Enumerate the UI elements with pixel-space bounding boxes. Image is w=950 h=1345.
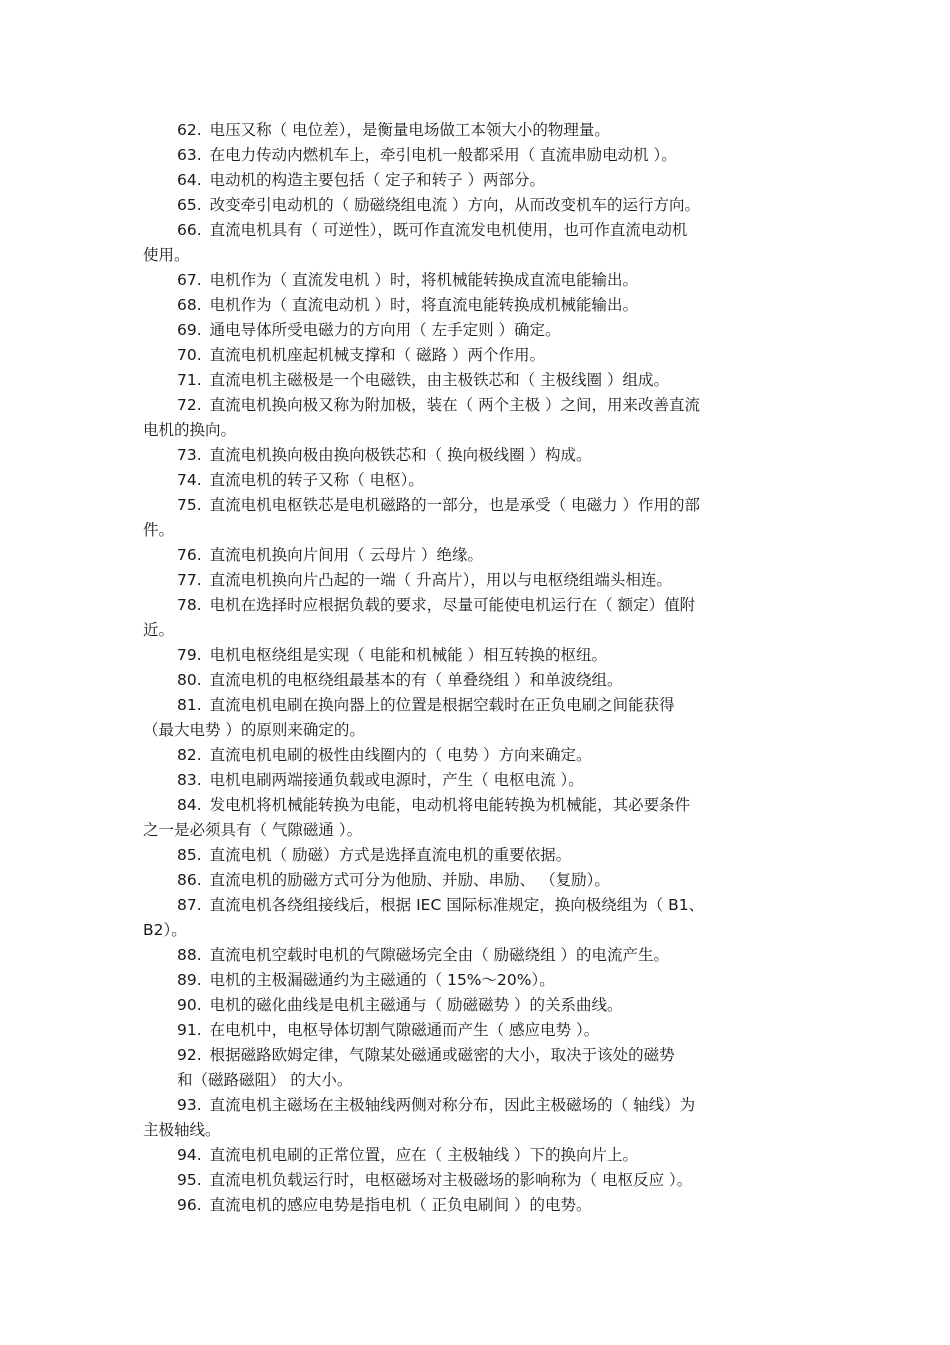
item-text: 直流电机电刷的正常位置，应在（ 主极轴线 ）下的换向片上。: [209, 1146, 639, 1164]
list-item: [143, 793, 813, 843]
item-number: 96.: [177, 1196, 202, 1214]
item-text: 直流电机主磁极是一个电磁铁，由主极铁芯和（ 主极线圈 ）组成。: [209, 371, 670, 389]
item-first-line: [143, 1143, 813, 1168]
list-item: [143, 393, 813, 443]
item-number: 85.: [177, 846, 202, 864]
item-text: 通电导体所受电磁力的方向用（ 左手定则 ）确定。: [209, 321, 561, 339]
item-first-line: [143, 268, 813, 293]
item-continuation-line: 件。: [143, 521, 175, 539]
item-number: 69.: [177, 321, 202, 339]
item-number: 92.: [177, 1046, 202, 1064]
question-list: [143, 118, 813, 1218]
item-first-line: [143, 1018, 813, 1043]
list-item: [143, 693, 813, 743]
list-item: [143, 368, 813, 393]
list-item: [143, 1043, 813, 1093]
list-item: [143, 468, 813, 493]
item-number: 95.: [177, 1171, 202, 1189]
item-first-line: [143, 593, 813, 618]
item-first-line: [143, 968, 813, 993]
item-text: 电机作为（ 直流电动机 ）时，将直流电能转换成机械能输出。: [209, 296, 639, 314]
list-item: [143, 1143, 813, 1168]
item-text: 直流电机换向片间用（ 云母片 ）绝缘。: [209, 546, 484, 564]
item-text: 电压又称（ 电位差），是衡量电场做工本领大小的物理量。: [209, 121, 610, 139]
item-text: 电机电刷两端接通负载或电源时，产生（ 电枢电流 ）。: [209, 771, 584, 789]
item-first-line: [143, 643, 813, 668]
list-item: [143, 643, 813, 668]
item-text: 电机在选择时应根据负载的要求，尽量可能使电机运行在（ 额定）值附: [209, 596, 696, 614]
item-number: 67.: [177, 271, 202, 289]
item-text: 直流电机负载运行时，电枢磁场对主极磁场的影响称为（ 电枢反应 ）。: [209, 1171, 693, 1189]
item-number: 89.: [177, 971, 202, 989]
list-item: [143, 893, 813, 943]
item-number: 73.: [177, 446, 202, 464]
item-first-line: [143, 1193, 813, 1218]
list-item: [143, 268, 813, 293]
item-continuation-line: 和（磁路磁阻） 的大小。: [177, 1071, 353, 1089]
item-text: 改变牵引电动机的（ 励磁绕组电流 ）方向，从而改变机车的运行方向。: [209, 196, 701, 214]
item-first-line: [143, 343, 813, 368]
item-text: 直流电机（ 励磁）方式是选择直流电机的重要依据。: [209, 846, 572, 864]
item-text: 直流电机空载时电机的气隙磁场完全由（ 励磁绕组 ）的电流产生。: [209, 946, 670, 964]
item-text: 直流电机的转子又称（ 电枢）。: [209, 471, 424, 489]
item-number: 72.: [177, 396, 202, 414]
item-text: 直流电机的电枢绕组最基本的有（ 单叠绕组 ）和单波绕组。: [209, 671, 623, 689]
item-first-line: [143, 543, 813, 568]
item-number: 74.: [177, 471, 202, 489]
item-text: 根据磁路欧姆定律，气隙某处磁通或磁密的大小，取决于该处的磁势: [209, 1046, 675, 1064]
item-number: 68.: [177, 296, 202, 314]
item-continuation-line: （最大电势 ）的原则来确定的。: [143, 721, 365, 739]
item-first-line: [143, 743, 813, 768]
item-number: 87.: [177, 896, 202, 914]
list-item: [143, 768, 813, 793]
item-first-line: [143, 368, 813, 393]
list-item: [143, 493, 813, 543]
list-item: [143, 968, 813, 993]
item-first-line: [143, 168, 813, 193]
list-item: [143, 168, 813, 193]
list-item: [143, 593, 813, 643]
item-text: 直流电机各绕组接线后，根据 IEC 国际标准规定，换向极绕组为（ B1、: [209, 896, 705, 914]
item-first-line: [143, 893, 813, 918]
list-item: [143, 443, 813, 468]
item-number: 75.: [177, 496, 202, 514]
item-first-line: [143, 668, 813, 693]
list-item: [143, 343, 813, 368]
list-item: [143, 993, 813, 1018]
list-item: [143, 568, 813, 593]
item-number: 76.: [177, 546, 202, 564]
item-text: 直流电机的感应电势是指电机（ 正负电刷间 ）的电势。: [209, 1196, 592, 1214]
item-first-line: [143, 493, 813, 518]
item-number: 84.: [177, 796, 202, 814]
item-number: 64.: [177, 171, 202, 189]
item-number: 71.: [177, 371, 202, 389]
item-text: 直流电机具有（ 可逆性），既可作直流发电机使用，也可作直流电动机: [209, 221, 688, 239]
item-text: 直流电机换向极由换向极铁芯和（ 换向极线圈 ）构成。: [209, 446, 592, 464]
item-first-line: [143, 868, 813, 893]
item-text: 发电机将机械能转换为电能，电动机将电能转换为机械能，其必要条件: [209, 796, 691, 814]
item-number: 90.: [177, 996, 202, 1014]
item-number: 80.: [177, 671, 202, 689]
item-text: 电机的主极漏磁通约为主磁通的（ 15%～20%）。: [209, 971, 555, 989]
list-item: [143, 218, 813, 268]
item-number: 78.: [177, 596, 202, 614]
item-text: 电动机的构造主要包括（ 定子和转子 ）两部分。: [209, 171, 546, 189]
item-number: 65.: [177, 196, 202, 214]
item-text: 电机电枢绕组是实现（ 电能和机械能 ）相互转换的枢纽。: [209, 646, 608, 664]
item-number: 93.: [177, 1096, 202, 1114]
item-text: 电机的磁化曲线是电机主磁通与（ 励磁磁势 ）的关系曲线。: [209, 996, 623, 1014]
item-number: 70.: [177, 346, 202, 364]
list-item: [143, 543, 813, 568]
list-item: [143, 1093, 813, 1143]
item-continuation-line: B2）。: [143, 921, 187, 939]
item-first-line: [143, 393, 813, 418]
list-item: [143, 1193, 813, 1218]
item-first-line: [143, 218, 813, 243]
item-number: 94.: [177, 1146, 202, 1164]
item-first-line: [143, 118, 813, 143]
item-number: 81.: [177, 696, 202, 714]
item-text: 电机作为（ 直流发电机 ）时，将机械能转换成直流电能输出。: [209, 271, 639, 289]
list-item: [143, 843, 813, 868]
item-number: 83.: [177, 771, 202, 789]
item-number: 79.: [177, 646, 202, 664]
item-continuation-line: 之一是必须具有（ 气隙磁通 ）。: [143, 821, 363, 839]
item-first-line: [143, 318, 813, 343]
item-first-line: [143, 768, 813, 793]
list-item: [143, 668, 813, 693]
item-first-line: [143, 943, 813, 968]
item-first-line: [143, 993, 813, 1018]
list-item: [143, 193, 813, 218]
item-first-line: [143, 443, 813, 468]
item-first-line: [143, 468, 813, 493]
list-item: [143, 743, 813, 768]
item-text: 直流电机机座起机械支撑和（ 磁路 ）两个作用。: [209, 346, 546, 364]
item-continuation-line: 近。: [143, 621, 175, 639]
item-text: 直流电机换向片凸起的一端（ 升高片），用以与电枢绕组端头相连。: [209, 571, 672, 589]
item-first-line: [143, 693, 813, 718]
item-text: 直流电机的励磁方式可分为他励、并励、串励、 （复励）。: [209, 871, 610, 889]
item-text: 直流电机换向极又称为附加极，装在（ 两个主极 ）之间，用来改善直流: [209, 396, 701, 414]
item-text: 直流电机主磁场在主极轴线两侧对称分布，因此主极磁场的（ 轴线）为: [209, 1096, 696, 1114]
item-number: 66.: [177, 221, 202, 239]
list-item: [143, 1018, 813, 1043]
item-text: 在电机中，电枢导体切割气隙磁通而产生（ 感应电势 ）。: [209, 1021, 600, 1039]
item-first-line: [143, 143, 813, 168]
item-number: 91.: [177, 1021, 202, 1039]
list-item: [143, 293, 813, 318]
item-text: 在电力传动内燃机车上，牵引电机一般都采用（ 直流串励电动机 ）。: [209, 146, 677, 164]
item-first-line: [143, 568, 813, 593]
item-continuation-line: 主极轴线。: [143, 1121, 221, 1139]
item-first-line: [143, 843, 813, 868]
list-item: [143, 1168, 813, 1193]
item-first-line: [143, 1093, 813, 1118]
item-first-line: [143, 1168, 813, 1193]
list-item: [143, 943, 813, 968]
list-item: [143, 318, 813, 343]
item-text: 直流电机电刷在换向器上的位置是根据空载时在正负电刷之间能获得: [209, 696, 675, 714]
item-number: 88.: [177, 946, 202, 964]
item-first-line: [143, 793, 813, 818]
item-number: 86.: [177, 871, 202, 889]
item-continuation-line: 使用。: [143, 246, 190, 264]
item-number: 63.: [177, 146, 202, 164]
item-first-line: [143, 1043, 813, 1068]
list-item: [143, 118, 813, 143]
item-first-line: [143, 293, 813, 318]
item-number: 77.: [177, 571, 202, 589]
item-first-line: [143, 193, 813, 218]
list-item: [143, 868, 813, 893]
item-continuation-line: 电机的换向。: [143, 421, 237, 439]
list-item: [143, 143, 813, 168]
item-number: 62.: [177, 121, 202, 139]
item-text: 直流电机电枢铁芯是电机磁路的一部分，也是承受（ 电磁力 ）作用的部: [209, 496, 701, 514]
item-text: 直流电机电刷的极性由线圈内的（ 电势 ）方向来确定。: [209, 746, 592, 764]
item-number: 82.: [177, 746, 202, 764]
